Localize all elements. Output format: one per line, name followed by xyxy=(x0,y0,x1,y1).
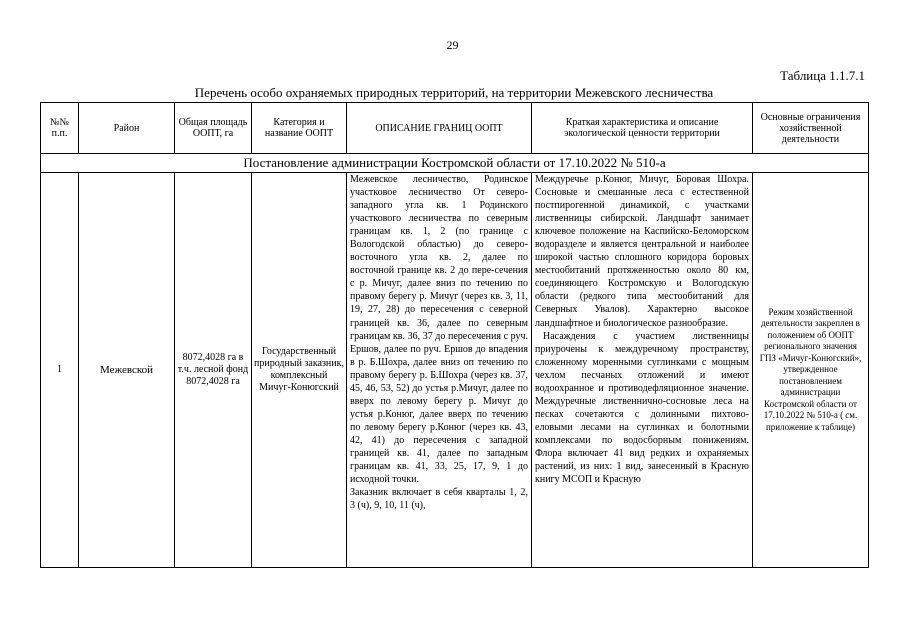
cell-restrictions: Режим хозяйственной деятельности закреплен в положением об ООПТ регионального значения ГПЗ «Мичуг-Конюгский», утвержденное постановлением администрации Костромской области от 17.10.2022 № 510-а ( см. приложение к таблице) xyxy=(753,173,869,568)
table-label: Таблица 1.1.7.1 xyxy=(780,68,865,83)
cell-district: Межевской xyxy=(79,173,175,568)
table-caption: Перечень особо охраняемых природных территорий, на территории Межевского лесничества xyxy=(194,85,714,100)
cell-category: Государственный природный заказник, комплексный Мичуг-Конюгский xyxy=(252,173,347,568)
header-description: Краткая характеристика и описание экологической ценности территории xyxy=(532,103,753,154)
table-row xyxy=(41,173,869,568)
header-category: Категория и название ООПТ xyxy=(252,103,347,154)
cell-area: 8072,4028 га в т.ч. лесной фонд 8072,4028 га xyxy=(175,173,252,568)
section-row xyxy=(41,154,869,173)
header-num: №№ п.п. xyxy=(41,103,79,154)
header-borders: ОПИСАНИЕ ГРАНИЦ ООПТ xyxy=(347,103,532,154)
section-title: Постановление администрации Костромской области от 17.10.2022 № 510-а xyxy=(41,154,869,173)
borders-paragraph-2: Заказник включает в себя кварталы 1, 2, 3 (ч), 9, 10, 11 (ч), xyxy=(350,487,528,512)
table-header-row xyxy=(41,103,869,154)
page-number: 29 xyxy=(446,38,459,52)
header-district: Район xyxy=(79,103,175,154)
protected-areas-table xyxy=(40,102,869,568)
header-area: Общая площадь ООПТ, га xyxy=(175,103,252,154)
cell-num: 1 xyxy=(41,173,79,568)
description-paragraph-1: Междуречье р.Конюг, Мичуг, Боровая Шохра. Сосновые и смешанные леса с естественной постпирогенной динамикой, с участками лиственницы сибирской. Ландшафт занимает ключевое положение на Каспийско-Беломорском водоразделе и является центральной и наиболее широкой частью сплошного коридора боровых местообитаний протяженностью около 80 км, соединяющего Костромскую и Вологодскую области (редкого типа местообитаний для Северных Увалов). Характерно высокое ландшафтное и биологическое разнообразие. xyxy=(535,174,749,329)
header-restrictions: Основные ограничения хозяйственной деятельности xyxy=(753,103,869,154)
cell-description xyxy=(532,173,753,568)
borders-paragraph-1: Межевское лесничество, Родинское участковое лесничество От северо-западного угла кв. 1 Родинского участкового лесничества по северным границам кв. 1, 2 (по границе с Вологодской областью) до северо-восточного угла кв. 2, далее по восточной границе кв. 2 до пере-сечения с р. Мичуг, далее вниз по течению по правому берегу р. Мичуг (через кв. 3, 11, 19, 27, 28) до пересечения с северной границей кв. 36, далее по северным границам кв. 36, 37 до пересечения с руч. Ершов, далее по руч. Ершов до впадения в р. Б.Шохра, далее вниз оп течению по правому берегу р. Б.Шохра (через кв. 37, 45, 46, 53, 52) до устья р.Мичуг, далее по вверх по левому берегу р. Мичуг до устья р.Конюг, далее вверх по течению по левому берегу р.Конюг (через кв. 43, 42, 41) до пересечения с западной границей кв. 41, далее по западным границам кв. 41, 33, 25, 17, 9, 1 до исходной точки. xyxy=(350,174,528,486)
cell-borders xyxy=(347,173,532,568)
description-paragraph-2: Насаждения с участием лиственницы приурочены к междуречному пространству, сложенному моренными суглинками с мощным чехлом песчаных отложений и имеют водоохранное и противодефляционное значение. Междуречные лиственнично-сосновые леса на песках сочетаются с долинными пихтово-еловыми лесами на суглинках и болотными комплексами по водосборным понижениям. Флора включает 41 вид редких и охраняемых растений, из них: 1 вид, занесенный в Красную книгу МСОП и Красную xyxy=(535,330,749,486)
